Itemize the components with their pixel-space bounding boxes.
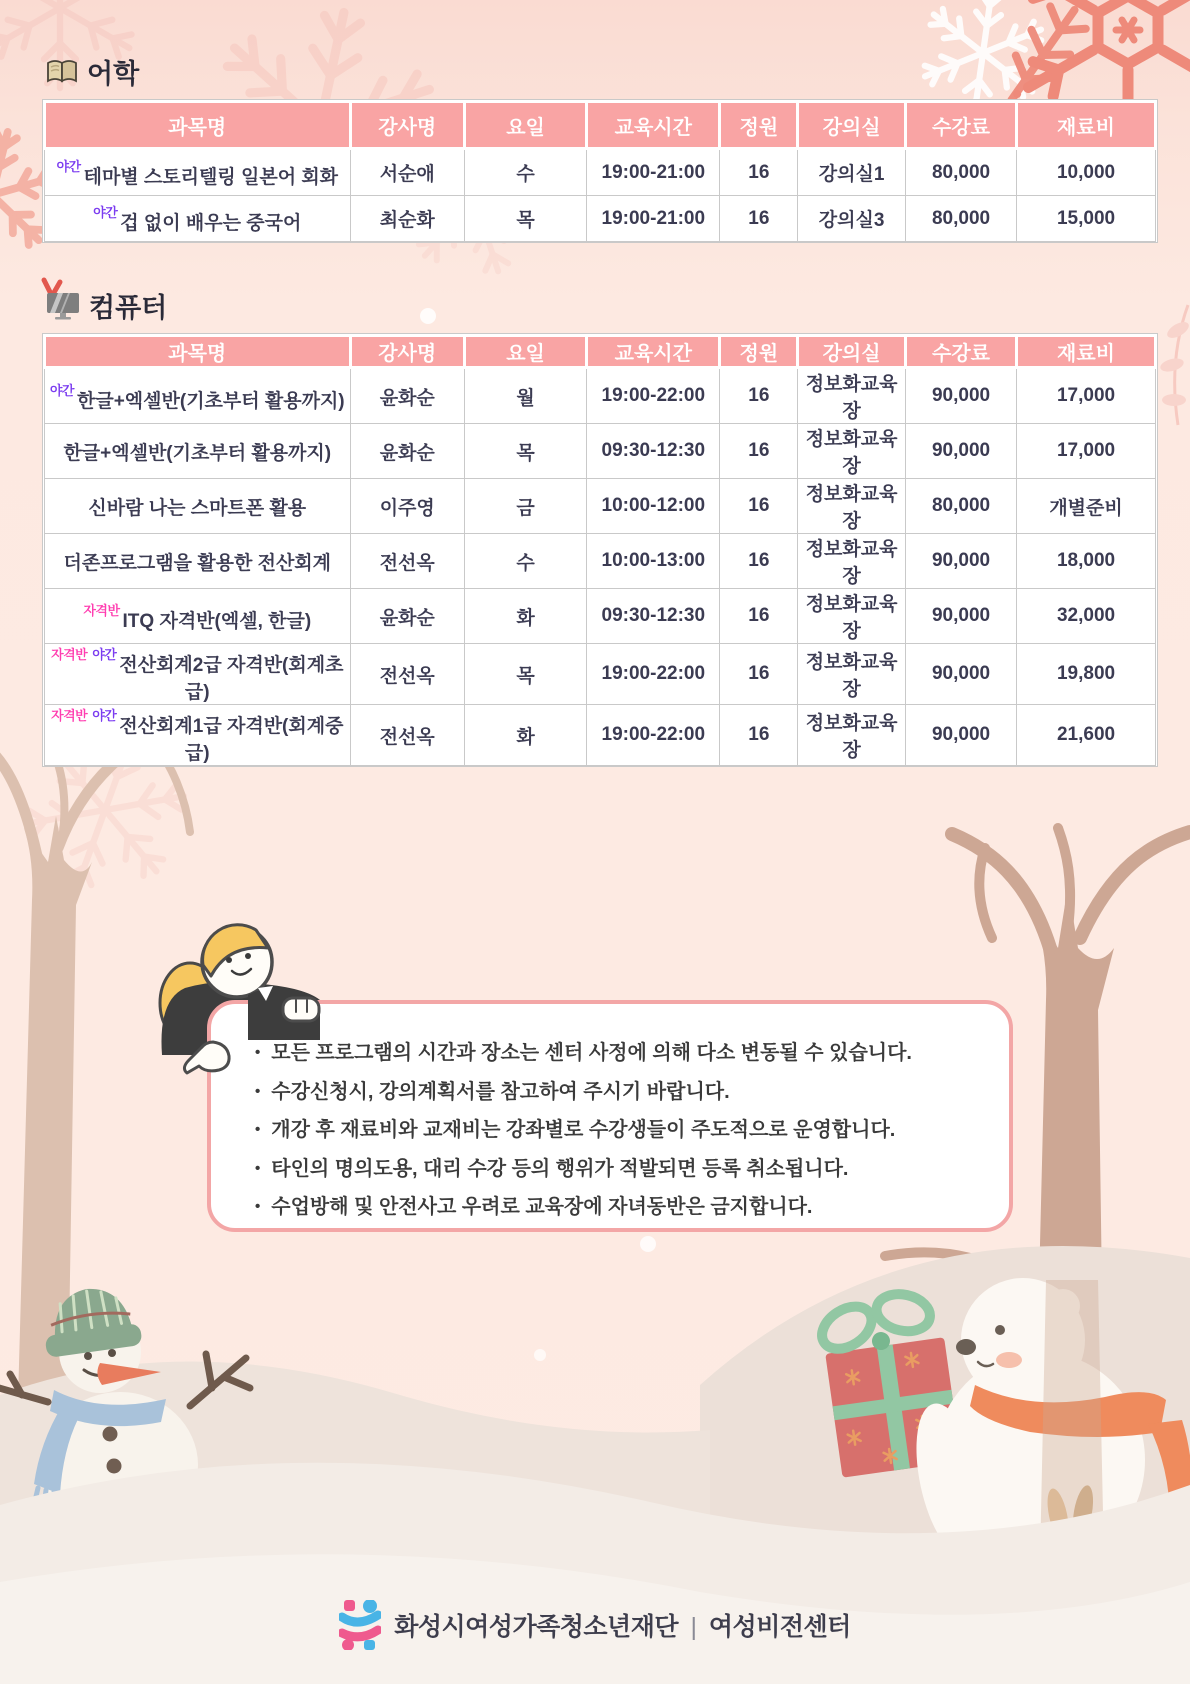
materials-cell: 개별준비 xyxy=(1017,479,1156,534)
materials-cell: 15,000 xyxy=(1017,196,1156,242)
column-header: 교육시간 xyxy=(587,102,720,149)
fee-cell: 80,000 xyxy=(905,149,1016,196)
instructor-cell: 서순애 xyxy=(350,149,464,196)
materials-cell: 18,000 xyxy=(1017,534,1156,589)
subject-text: 전산회계1급 자격반(회계중급) xyxy=(119,716,344,764)
column-header: 과목명 xyxy=(45,102,351,149)
room-cell: 정보화교육장 xyxy=(798,644,906,705)
capacity-cell: 16 xyxy=(720,644,798,705)
notice-item: • 수업방해 및 안전사고 우려로 교육장에 자녀동반은 금지합니다. xyxy=(255,1188,989,1227)
time-cell: 10:00-12:00 xyxy=(587,479,720,534)
footer-divider: | xyxy=(690,1613,697,1641)
room-cell: 정보화교육장 xyxy=(798,534,906,589)
fee-cell: 90,000 xyxy=(905,589,1016,644)
column-header: 정원 xyxy=(720,102,798,149)
materials-cell: 17,000 xyxy=(1017,424,1156,479)
room-cell: 정보화교육장 xyxy=(798,589,906,644)
room-cell: 정보화교육장 xyxy=(798,424,906,479)
subject-cell xyxy=(45,149,351,196)
footer-center: 여성비전센터 xyxy=(708,1613,851,1641)
time-cell: 09:30-12:30 xyxy=(587,424,720,479)
day-cell: 목 xyxy=(464,644,586,705)
subject-text: 전산회계2급 자격반(회계초급) xyxy=(119,655,344,703)
course-row xyxy=(45,196,1156,242)
language-section-title xyxy=(46,52,1158,91)
column-header: 요일 xyxy=(464,102,586,149)
language-section xyxy=(42,52,1158,243)
course-row xyxy=(45,149,1156,196)
subject-text: ITQ 자격반(엑셀, 한글) xyxy=(122,610,312,632)
fee-cell: 90,000 xyxy=(905,644,1016,705)
day-cell: 목 xyxy=(464,196,586,242)
capacity-cell: 16 xyxy=(720,368,798,424)
column-header: 강의실 xyxy=(798,102,906,149)
computer-table xyxy=(42,333,1158,767)
fee-cell: 90,000 xyxy=(905,424,1016,479)
subject-cell xyxy=(45,424,351,479)
book-icon xyxy=(46,59,78,85)
course-row xyxy=(45,368,1156,424)
time-cell: 19:00-22:00 xyxy=(587,705,720,766)
tag-night-tag: 야간 xyxy=(92,647,117,662)
materials-cell: 19,800 xyxy=(1017,644,1156,705)
day-cell: 금 xyxy=(464,479,586,534)
footer-text xyxy=(394,1607,851,1643)
room-cell: 강의실3 xyxy=(798,196,906,242)
materials-cell: 10,000 xyxy=(1017,149,1156,196)
course-tags xyxy=(56,159,83,188)
table-header-row xyxy=(45,102,1156,149)
notice-item: • 타인의 명의도용, 대리 수강 등의 행위가 적발되면 등록 취소됩니다. xyxy=(255,1150,989,1189)
subject-cell xyxy=(45,534,351,589)
subject-cell xyxy=(45,589,351,644)
tag-night-tag: 야간 xyxy=(56,159,81,174)
course-tags xyxy=(83,602,122,632)
materials-cell: 17,000 xyxy=(1017,368,1156,424)
course-row xyxy=(45,644,1156,705)
pink-leaf-decoration xyxy=(1159,305,1190,425)
subject-cell xyxy=(45,368,351,424)
time-cell: 19:00-22:00 xyxy=(587,644,720,705)
room-cell: 정보화교육장 xyxy=(798,705,906,766)
column-header: 수강료 xyxy=(905,336,1016,368)
day-cell: 수 xyxy=(464,149,586,196)
capacity-cell: 16 xyxy=(720,149,798,196)
capacity-cell: 16 xyxy=(720,479,798,534)
capacity-cell: 16 xyxy=(720,196,798,242)
column-header: 강사명 xyxy=(350,102,464,149)
time-cell: 19:00-21:00 xyxy=(587,196,720,242)
subject-text: 신바람 나는 스마트폰 활용 xyxy=(88,497,307,519)
column-header: 요일 xyxy=(464,336,586,368)
course-row xyxy=(45,534,1156,589)
footer-org: 화성시여성가족청소년재단 xyxy=(394,1613,678,1641)
instructor-cell: 윤화순 xyxy=(350,424,464,479)
course-row xyxy=(45,705,1156,766)
subject-text: 더존프로그램을 활용한 전산회계 xyxy=(63,552,332,574)
capacity-cell: 16 xyxy=(720,534,798,589)
column-header: 재료비 xyxy=(1017,102,1156,149)
column-header: 정원 xyxy=(720,336,798,368)
room-cell: 정보화교육장 xyxy=(798,479,906,534)
tag-certificate-tag: 자격반 xyxy=(83,602,120,618)
materials-cell: 21,600 xyxy=(1017,705,1156,766)
course-row xyxy=(45,424,1156,479)
time-cell: 09:30-12:30 xyxy=(587,589,720,644)
instructor-cell: 윤화순 xyxy=(350,368,464,424)
tag-night-tag: 야간 xyxy=(92,708,117,723)
time-cell: 10:00-13:00 xyxy=(587,534,720,589)
fee-cell: 80,000 xyxy=(905,479,1016,534)
notice-item: • 수강신청시, 강의계획서를 참고하여 주시기 바랍니다. xyxy=(255,1073,989,1112)
capacity-cell: 16 xyxy=(720,589,798,644)
column-header: 과목명 xyxy=(45,336,351,368)
course-tags xyxy=(93,205,120,234)
course-tags xyxy=(49,382,77,412)
column-header: 강사명 xyxy=(350,336,464,368)
day-cell: 화 xyxy=(464,589,586,644)
instructor-cell: 윤화순 xyxy=(350,589,464,644)
section-title-text: 어학 xyxy=(87,59,140,89)
subject-text: 테마별 스토리텔링 일본어 회화 xyxy=(83,167,339,188)
subject-text: 겁 없이 배우는 중국어 xyxy=(120,213,302,234)
subject-text: 한글+엑셀반(기초부터 활용까지) xyxy=(77,390,345,412)
course-row xyxy=(45,589,1156,644)
language-table xyxy=(42,99,1158,243)
column-header: 재료비 xyxy=(1017,336,1156,368)
room-cell: 정보화교육장 xyxy=(798,368,906,424)
column-header: 교육시간 xyxy=(587,336,720,368)
section-title-text: 컴퓨터 xyxy=(89,293,168,323)
subject-cell xyxy=(45,479,351,534)
subject-cell xyxy=(45,644,351,705)
capacity-cell: 16 xyxy=(720,424,798,479)
fee-cell: 90,000 xyxy=(905,705,1016,766)
monitor-icon xyxy=(46,292,80,320)
tag-night-tag: 야간 xyxy=(49,382,74,398)
computer-section xyxy=(42,286,1158,767)
tag-certificate-tag: 자격반 xyxy=(51,647,88,662)
course-row xyxy=(45,479,1156,534)
instructor-cell: 전선옥 xyxy=(350,534,464,589)
subject-cell xyxy=(45,196,351,242)
column-header: 강의실 xyxy=(798,336,906,368)
day-cell: 목 xyxy=(464,424,586,479)
tag-night-tag: 야간 xyxy=(93,205,118,220)
instructor-cell: 전선옥 xyxy=(350,644,464,705)
day-cell: 화 xyxy=(464,705,586,766)
footer xyxy=(0,1600,1190,1650)
column-header: 수강료 xyxy=(905,102,1016,149)
instructor-cell: 이주영 xyxy=(350,479,464,534)
notice-item: • 개강 후 재료비와 교재비는 강좌별로 수강생들이 주도적으로 운영합니다. xyxy=(255,1111,989,1150)
fee-cell: 90,000 xyxy=(905,534,1016,589)
table-header-row xyxy=(45,336,1156,368)
instructor-cell: 전선옥 xyxy=(350,705,464,766)
foundation-logo-icon xyxy=(339,1600,381,1650)
instructor-cell: 최순화 xyxy=(350,196,464,242)
subject-text: 한글+엑셀반(기초부터 활용까지) xyxy=(63,442,332,464)
guide-character-hands xyxy=(178,975,378,1085)
fee-cell: 90,000 xyxy=(905,368,1016,424)
subject-cell xyxy=(45,705,351,766)
materials-cell: 32,000 xyxy=(1017,589,1156,644)
notice-item: • 모든 프로그램의 시간과 장소는 센터 사정에 의해 다소 변동될 수 있습니다. xyxy=(255,1034,989,1073)
computer-section-title xyxy=(46,286,1158,325)
day-cell: 수 xyxy=(464,534,586,589)
time-cell: 19:00-21:00 xyxy=(587,149,720,196)
time-cell: 19:00-22:00 xyxy=(587,368,720,424)
course-tags xyxy=(51,708,119,737)
day-cell: 월 xyxy=(464,368,586,424)
course-tags xyxy=(51,647,119,676)
tag-certificate-tag: 자격반 xyxy=(51,708,88,723)
fee-cell: 80,000 xyxy=(905,196,1016,242)
capacity-cell: 16 xyxy=(720,705,798,766)
room-cell: 강의실1 xyxy=(798,149,906,196)
